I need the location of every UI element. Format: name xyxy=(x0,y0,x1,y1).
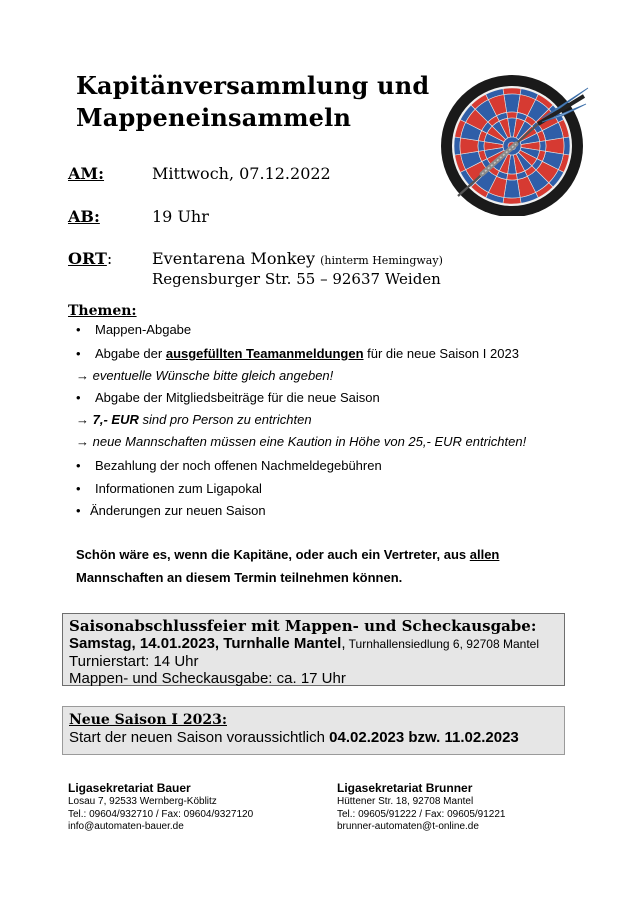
new-season-dates: 04.02.2023 bzw. 11.02.2023 xyxy=(329,729,519,746)
time-value: 19 Uhr xyxy=(152,207,209,226)
season-end-address: Turnhallensiedlung 6, 92708 Mantel xyxy=(345,637,539,651)
season-end-tournament: Turnierstart: 14 Uhr xyxy=(69,653,199,670)
time-label: AB: xyxy=(68,207,100,226)
page-title xyxy=(76,70,429,134)
item2-post: für die neue Saison I 2023 xyxy=(363,346,519,361)
bullet-icon: • xyxy=(76,458,81,473)
season-end-heading: Saisonabschlussfeier mit Mappen- und Scheckausgabe: xyxy=(69,617,537,635)
contact-brunner xyxy=(337,781,505,834)
theme-item-league-cup: Informationen zum Ligapokal xyxy=(95,481,262,496)
contact-street: Hüttener Str. 18, 92708 Mantel xyxy=(337,796,474,807)
item2-pre: Abgabe der xyxy=(95,346,166,361)
contact-name: Ligasekretariat Brunner xyxy=(337,781,473,795)
season-end-handout: Mappen- und Scheckausgabe: ca. 17 Uhr xyxy=(69,670,346,687)
location-value xyxy=(152,249,443,268)
theme-item-folder-handover: Mappen-Abgabe xyxy=(95,322,192,337)
item2-underline: ausgefüllten Teamanmeldungen xyxy=(165,346,364,361)
contact-phone: Tel.: 09605/91222 / Fax: 09605/91221 xyxy=(337,808,506,820)
dartboard-icon xyxy=(438,72,590,216)
bullet-icon: • xyxy=(76,390,81,405)
contact-bauer xyxy=(68,781,253,834)
contact-email[interactable]: info@automaten-bauer.de xyxy=(68,821,184,832)
venue-note: (hinterm Hemingway) xyxy=(320,254,443,267)
bullet-icon: • xyxy=(76,503,81,518)
venue-address: Regensburger Str. 55 – 92637 Weiden xyxy=(152,270,441,288)
theme-note-deposit xyxy=(76,434,526,449)
date-value: Mittwoch, 07.12.2022 xyxy=(152,164,331,183)
deposit-text: neue Mannschaften müssen eine Kaution in Höhe von 25,- EUR entrichten! xyxy=(89,434,527,449)
arrow-right-icon: → xyxy=(76,434,89,449)
theme-note-wishes xyxy=(76,368,333,383)
note-wishes-text: eventuelle Wünsche bitte gleich angeben! xyxy=(89,368,334,383)
location-label xyxy=(68,249,112,268)
fee-amount: 7,- EUR xyxy=(89,412,139,427)
themes-heading: Themen: xyxy=(68,303,137,319)
closing-pre: Schön wäre es, wenn die Kapitäne, oder auch ein Vertreter, aus xyxy=(76,547,470,562)
new-season-text-pre: Start der neuen Saison voraussichtlich xyxy=(69,729,330,746)
theme-item-team-registration xyxy=(95,346,519,361)
season-end-date-sep: , xyxy=(341,635,346,652)
contact-email[interactable]: brunner-automaten@t-online.de xyxy=(337,821,479,832)
date-label: AM: xyxy=(68,164,105,183)
title-line-1: Kapitänversammlung und xyxy=(76,71,430,100)
new-season-box xyxy=(62,706,565,755)
closing-line-1 xyxy=(76,547,499,562)
season-end-date xyxy=(69,635,564,653)
closing-underline: allen xyxy=(469,547,500,562)
season-end-box xyxy=(62,613,565,686)
location-label-colon: : xyxy=(106,249,113,268)
bullet-icon: • xyxy=(76,322,81,337)
theme-item-late-fees: Bezahlung der noch offenen Nachmeldegebühren xyxy=(95,458,382,473)
theme-item-membership-fees: Abgabe der Mitgliedsbeiträge für die neue Saison xyxy=(95,390,380,405)
contact-street: Losau 7, 92533 Wernberg-Köblitz xyxy=(68,796,217,807)
venue-name: Eventarena Monkey xyxy=(152,249,316,268)
closing-line-2: Mannschaften an diesem Termin teilnehmen können. xyxy=(76,570,403,585)
title-line-2: Mappeneinsammeln xyxy=(76,103,352,132)
bullet-icon: • xyxy=(76,346,81,361)
location-label-text: ORT xyxy=(68,249,107,268)
new-season-text xyxy=(69,729,564,747)
arrow-right-icon: → xyxy=(76,368,89,383)
arrow-right-icon: → xyxy=(76,412,89,427)
fee-text: sind pro Person zu entrichten xyxy=(138,412,312,427)
bullet-icon: • xyxy=(76,481,81,496)
contact-phone: Tel.: 09604/932710 / Fax: 09604/9327120 xyxy=(68,808,254,820)
theme-note-fee-amount xyxy=(76,412,312,427)
contact-name: Ligasekretariat Bauer xyxy=(68,781,191,795)
new-season-heading: Neue Saison I 2023: xyxy=(69,712,227,728)
season-end-date-bold: Samstag, 14.01.2023, Turnhalle Mantel xyxy=(69,635,342,652)
theme-item-season-changes: Änderungen zur neuen Saison xyxy=(90,503,266,518)
